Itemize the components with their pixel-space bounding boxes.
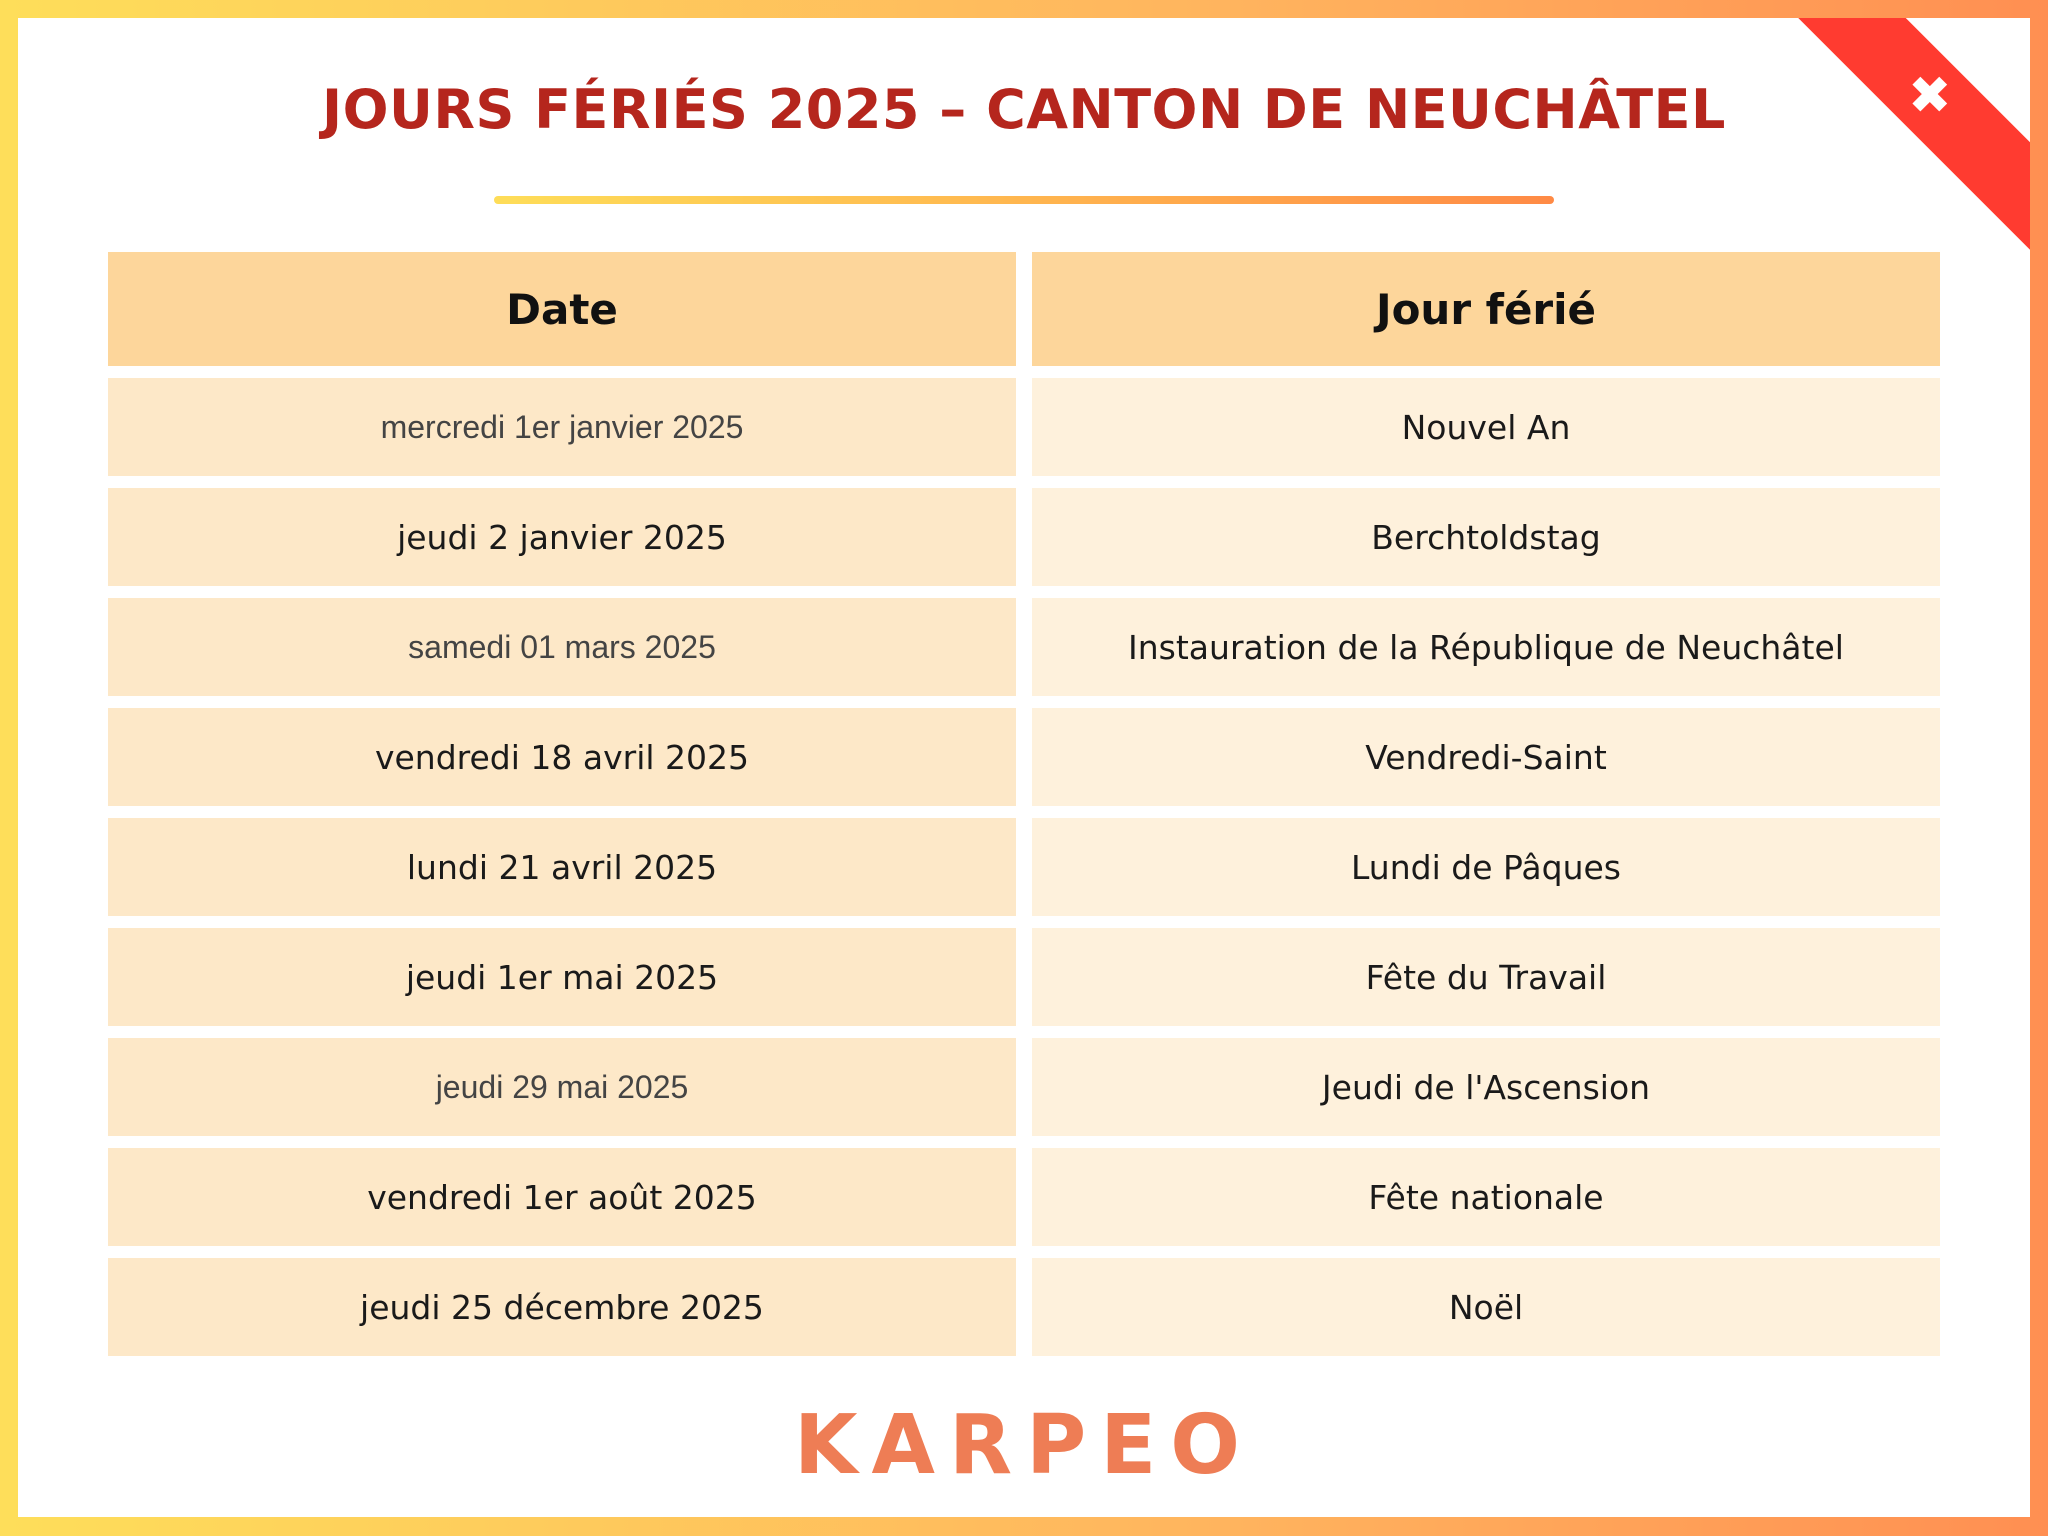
table-row [108, 1258, 1940, 1356]
title-underline [494, 196, 1554, 204]
date-cell: lundi 21 avril 2025 [108, 818, 1016, 916]
holiday-card [18, 18, 2030, 1517]
holiday-cell: Fête nationale [1032, 1148, 1940, 1246]
holiday-cell: Jeudi de l'Ascension [1032, 1038, 1940, 1136]
date-cell: jeudi 1er mai 2025 [108, 928, 1016, 1026]
date-cell: jeudi 2 janvier 2025 [108, 488, 1016, 586]
holiday-cell: Berchtoldstag [1032, 488, 1940, 586]
brand-logo: KARPEO [794, 1398, 1254, 1493]
table-header-row [108, 252, 1940, 366]
page-title: JOURS FÉRIÉS 2025 – CANTON DE NEUCHÂTEL [322, 78, 1726, 141]
swiss-cross-icon: ✖ [1908, 65, 1952, 126]
table-row [108, 708, 1940, 806]
table-row [108, 598, 1940, 696]
table-row [108, 488, 1940, 586]
date-cell: vendredi 1er août 2025 [108, 1148, 1016, 1246]
holidays-table [108, 252, 1940, 1356]
date-cell: vendredi 18 avril 2025 [108, 708, 1016, 806]
holiday-cell: Vendredi-Saint [1032, 708, 1940, 806]
holiday-cell: Fête du Travail [1032, 928, 1940, 1026]
date-cell: jeudi 29 mai 2025 [108, 1038, 1016, 1136]
header-holiday: Jour férié [1032, 252, 1940, 366]
date-cell: jeudi 25 décembre 2025 [108, 1258, 1016, 1356]
table-row [108, 1148, 1940, 1246]
header-date: Date [108, 252, 1016, 366]
holiday-cell: Nouvel An [1032, 378, 1940, 476]
table-row [108, 928, 1940, 1026]
holiday-cell: Noël [1032, 1258, 1940, 1356]
table-row [108, 378, 1940, 476]
table-row [108, 1038, 1940, 1136]
date-cell: mercredi 1er janvier 2025 [108, 378, 1016, 476]
date-cell: samedi 01 mars 2025 [108, 598, 1016, 696]
table-row [108, 818, 1940, 916]
holiday-cell: Lundi de Pâques [1032, 818, 1940, 916]
holiday-cell: Instauration de la République de Neuchâtel [1032, 598, 1940, 696]
